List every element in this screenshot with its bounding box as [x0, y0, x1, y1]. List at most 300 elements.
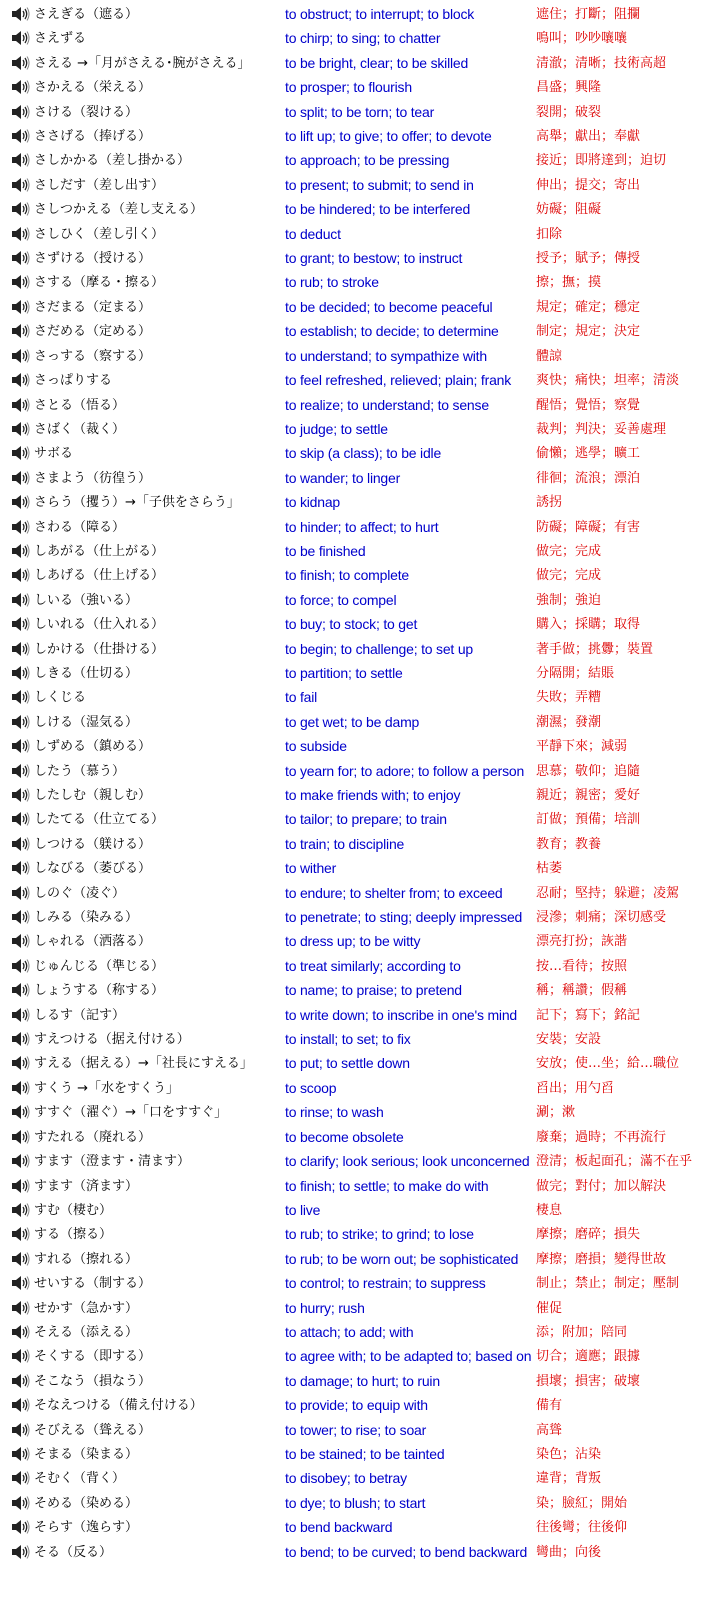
vocab-row	[0, 807, 720, 831]
japanese-word: せかす（急かす）	[34, 1300, 139, 1316]
english-meaning: to rinse; to wash	[285, 1104, 384, 1121]
vocab-row	[0, 1076, 720, 1100]
speaker-icon[interactable]	[10, 1494, 32, 1513]
speaker-icon[interactable]	[10, 1396, 32, 1415]
chinese-meaning: 備有	[536, 1398, 563, 1414]
japanese-word: しなびる（萎びる）	[34, 861, 152, 877]
vocab-row	[0, 710, 720, 734]
chinese-meaning: 強制；強迫	[536, 592, 602, 608]
japanese-word: さしつかえる（差し支える）	[34, 202, 204, 218]
speaker-icon[interactable]	[10, 1372, 32, 1391]
speaker-icon[interactable]	[10, 884, 32, 903]
vocab-row	[0, 1125, 720, 1149]
japanese-word: しみる（染みる）	[34, 910, 139, 926]
english-meaning: to tailor; to prepare; to train	[285, 811, 447, 828]
chinese-meaning: 染；臉紅；開始	[536, 1495, 628, 1511]
english-meaning: to penetrate; to sting; deeply impressed	[285, 909, 523, 926]
english-meaning: to finish; to complete	[285, 567, 409, 584]
vocab-row	[0, 612, 720, 636]
japanese-word: すます（済ます）	[34, 1178, 139, 1194]
speaker-icon[interactable]	[10, 1543, 32, 1562]
speaker-icon[interactable]	[10, 29, 32, 48]
speaker-icon[interactable]	[10, 1445, 32, 1464]
vocab-row	[0, 344, 720, 368]
japanese-word: しいれる（仕入れる）	[34, 617, 165, 633]
vocab-row	[0, 246, 720, 270]
japanese-word: せいする（制する）	[34, 1276, 152, 1292]
japanese-word: さだまる（定まる）	[34, 299, 152, 315]
chinese-meaning: 訂做；預備；培訓	[536, 812, 641, 828]
speaker-icon[interactable]	[10, 444, 32, 463]
vocab-row	[0, 1320, 720, 1344]
speaker-icon[interactable]	[10, 957, 32, 976]
english-meaning: to force; to compel	[285, 591, 397, 608]
english-meaning: to realize; to understand; to sense	[285, 396, 489, 413]
speaker-icon[interactable]	[10, 1225, 32, 1244]
japanese-word: さける（裂ける）	[34, 104, 139, 120]
english-meaning: to tower; to rise; to soar	[285, 1421, 427, 1438]
japanese-word: しくじる	[34, 690, 87, 706]
chinese-meaning: 摩擦；磨損；變得世故	[536, 1251, 667, 1267]
english-meaning: to bend backward	[285, 1519, 393, 1536]
vocab-row	[0, 1222, 720, 1246]
chinese-meaning: 棲息	[536, 1202, 563, 1218]
speaker-icon[interactable]	[10, 640, 32, 659]
vocab-row	[0, 1442, 720, 1466]
chinese-meaning: 規定；確定；穩定	[536, 299, 641, 315]
english-meaning: to skip (a class); to be idle	[285, 445, 442, 462]
chinese-meaning: 切合；適應；跟據	[536, 1349, 641, 1365]
vocab-row	[0, 1515, 720, 1539]
speaker-icon[interactable]	[10, 688, 32, 707]
english-meaning: to become obsolete	[285, 1128, 404, 1145]
english-meaning: to name; to praise; to pretend	[285, 982, 462, 999]
japanese-word: する（擦る）	[34, 1227, 113, 1243]
chinese-meaning: 購入；採購；取得	[536, 617, 641, 633]
chinese-meaning: 分隔開；結賬	[536, 665, 615, 681]
english-meaning: to finish; to settle; to make do with	[285, 1177, 489, 1194]
english-meaning: to chirp; to sing; to chatter	[285, 30, 441, 47]
chinese-meaning: 昌盛；興隆	[536, 80, 602, 96]
english-meaning: to feel refreshed, relieved; plain; frank	[285, 372, 512, 389]
english-meaning: to establish; to decide; to determine	[285, 323, 499, 340]
chinese-meaning: 往後彎；往後仰	[536, 1520, 628, 1536]
vocab-row	[0, 515, 720, 539]
japanese-word: すえつける（据え付ける）	[34, 1032, 190, 1048]
vocab-row	[0, 148, 720, 172]
chinese-meaning: 漂亮打扮；詼諧	[536, 934, 628, 950]
vocab-row	[0, 1198, 720, 1222]
english-meaning: to live	[285, 1201, 321, 1218]
chinese-meaning: 高聳	[536, 1422, 563, 1438]
vocab-row	[0, 1466, 720, 1490]
vocab-row	[0, 75, 720, 99]
speaker-icon[interactable]	[10, 542, 32, 561]
vocab-row	[0, 393, 720, 417]
japanese-word: すます（澄ます・清ます）	[34, 1154, 191, 1170]
vocab-row	[0, 1271, 720, 1295]
vocab-row	[0, 734, 720, 758]
chinese-meaning: 浸滲；刺痛；深切感受	[536, 910, 667, 926]
chinese-meaning: 親近；親密；愛好	[536, 788, 641, 803]
speaker-icon[interactable]	[10, 1103, 32, 1122]
speaker-icon[interactable]	[10, 1518, 32, 1537]
vocab-row	[0, 1369, 720, 1393]
chinese-meaning: 遮住；打斷；阻攔	[536, 7, 641, 22]
vocab-row	[0, 588, 720, 612]
chinese-meaning: 催促	[536, 1300, 563, 1316]
chinese-meaning: 摩擦；磨碎；損失	[536, 1227, 641, 1243]
english-meaning: to install; to set; to fix	[285, 1031, 411, 1048]
vocab-row	[0, 124, 720, 148]
speaker-icon[interactable]	[10, 1323, 32, 1342]
speaker-icon[interactable]	[10, 396, 32, 415]
vocab-row	[0, 26, 720, 50]
speaker-icon[interactable]	[10, 420, 32, 439]
japanese-word: しのぐ（凌ぐ）	[34, 885, 126, 901]
vocab-row	[0, 905, 720, 929]
japanese-word: そくする（即する）	[34, 1349, 152, 1365]
chinese-meaning: 裂開；破裂	[536, 104, 602, 120]
vocab-row	[0, 319, 720, 343]
speaker-icon[interactable]	[10, 493, 32, 512]
japanese-word: すたれる（廃れる）	[34, 1129, 152, 1145]
chinese-meaning: 安裝；安設	[536, 1032, 602, 1048]
english-meaning: to rub; to be worn out; be sophisticated	[285, 1250, 519, 1267]
japanese-word: さまよう（彷徨う）	[34, 470, 152, 486]
japanese-word: ささげる（捧げる）	[34, 129, 152, 145]
speaker-icon[interactable]	[10, 5, 32, 24]
vocab-row	[0, 954, 720, 978]
japanese-word: サボる	[34, 446, 74, 462]
english-meaning: to bend; to be curved; to bend backward	[285, 1543, 528, 1560]
vocab-row	[0, 978, 720, 1002]
english-meaning: to present; to submit; to send in	[285, 176, 474, 193]
english-meaning: to be decided; to become peaceful	[285, 298, 493, 315]
japanese-word: したてる（仕立てる）	[34, 812, 165, 828]
japanese-word: さらう（攫う）→「子供をさらう」	[34, 495, 240, 511]
english-meaning: to partition; to settle	[285, 664, 403, 681]
japanese-word: さっする（察する）	[34, 348, 152, 364]
vocab-row	[0, 1296, 720, 1320]
english-meaning: to endure; to shelter from; to exceed	[285, 884, 503, 901]
japanese-word: さずける（授ける）	[34, 251, 152, 267]
english-meaning: to be finished	[285, 542, 366, 559]
speaker-icon[interactable]	[10, 1128, 32, 1147]
english-meaning: to scoop	[285, 1079, 337, 1096]
japanese-word: さわる（障る）	[34, 519, 126, 535]
english-meaning: to begin; to challenge; to set up	[285, 640, 473, 657]
english-meaning: to be stained; to be tainted	[285, 1445, 445, 1462]
japanese-word: さばく（裁く）	[34, 421, 126, 437]
chinese-meaning: 廢棄；過時；不再流行	[536, 1129, 667, 1145]
vocab-row	[0, 637, 720, 661]
english-meaning: to damage; to hurt; to ruin	[285, 1372, 440, 1389]
english-meaning: to be bright, clear; to be skilled	[285, 54, 469, 71]
chinese-meaning: 忍耐；堅持；躲避；凌駕	[536, 885, 680, 901]
vocab-row	[0, 759, 720, 783]
vocab-row	[0, 1418, 720, 1442]
chinese-meaning: 授予；賦予；傳授	[536, 251, 641, 267]
speaker-icon[interactable]	[10, 591, 32, 610]
english-meaning: to split; to be torn; to tear	[285, 103, 435, 120]
english-meaning: to clarify; look serious; look unconcerned	[285, 1153, 530, 1170]
vocab-row	[0, 417, 720, 441]
english-meaning: to hurry; rush	[285, 1299, 365, 1316]
chinese-meaning: 制定；規定；決定	[536, 324, 641, 340]
vocab-row	[0, 197, 720, 221]
speaker-icon[interactable]	[10, 1469, 32, 1488]
speaker-icon[interactable]	[10, 566, 32, 585]
chinese-meaning: 教育；教養	[536, 836, 602, 852]
vocab-row	[0, 222, 720, 246]
speaker-icon[interactable]	[10, 1250, 32, 1269]
vocab-row	[0, 1491, 720, 1515]
chinese-meaning: 彎曲；向後	[536, 1544, 602, 1560]
english-meaning: to grant; to bestow; to instruct	[285, 250, 463, 267]
speaker-icon[interactable]	[10, 200, 32, 219]
vocab-row	[0, 1174, 720, 1198]
chinese-meaning: 清澈；清晰；技術高超	[536, 55, 667, 71]
speaker-icon[interactable]	[10, 1347, 32, 1366]
chinese-meaning: 潮濕；發潮	[536, 714, 602, 730]
speaker-icon[interactable]	[10, 713, 32, 732]
japanese-word: そなえつける（備え付ける）	[34, 1398, 203, 1414]
english-meaning: to deduct	[285, 225, 341, 242]
chinese-meaning: 誘拐	[536, 495, 563, 511]
vocab-row	[0, 2, 720, 26]
chinese-meaning: 接近；即將達到；迫切	[536, 153, 667, 169]
english-meaning: to attach; to add; with	[285, 1323, 414, 1340]
japanese-word: さしだす（差し出す）	[34, 177, 165, 193]
vocab-row	[0, 100, 720, 124]
english-meaning: to agree with; to be adapted to; based on	[285, 1348, 532, 1365]
chinese-meaning: 思慕；敬仰；追隨	[536, 763, 641, 779]
english-meaning: to train; to discipline	[285, 835, 405, 852]
english-meaning: to rub; to stroke	[285, 274, 379, 291]
chinese-meaning: 做完；對付；加以解決	[536, 1178, 667, 1194]
speaker-icon[interactable]	[10, 786, 32, 805]
speaker-icon[interactable]	[10, 1054, 32, 1073]
chinese-meaning: 染色；沾染	[536, 1446, 602, 1462]
english-meaning: to hinder; to affect; to hurt	[285, 518, 439, 535]
japanese-word: そむく（背く）	[34, 1471, 126, 1487]
english-meaning: to kidnap	[285, 494, 341, 511]
english-meaning: to judge; to settle	[285, 420, 388, 437]
japanese-word: しあげる（仕上げる）	[34, 568, 165, 584]
chinese-meaning: 記下；寫下；銘記	[536, 1007, 641, 1023]
english-meaning: to fail	[285, 689, 318, 706]
japanese-word: さえずる	[34, 31, 87, 47]
speaker-icon[interactable]	[10, 1274, 32, 1293]
chinese-meaning: 安放；使…坐；給…職位	[536, 1056, 680, 1072]
english-meaning: to put; to settle down	[285, 1055, 410, 1072]
speaker-icon[interactable]	[10, 835, 32, 854]
speaker-icon[interactable]	[10, 1421, 32, 1440]
speaker-icon[interactable]	[10, 810, 32, 829]
japanese-word: しあがる（仕上がる）	[34, 543, 165, 559]
vocab-row	[0, 929, 720, 953]
chinese-meaning: 高舉；獻出；奉獻	[536, 129, 641, 145]
speaker-icon[interactable]	[10, 908, 32, 927]
chinese-meaning: 鳴叫；吵吵嚷嚷	[536, 31, 628, 47]
chinese-meaning: 損壞；損害；破壞	[536, 1373, 641, 1389]
japanese-word: したう（慕う）	[34, 763, 126, 779]
japanese-word: さっぱりする	[34, 373, 113, 389]
vocab-row	[0, 51, 720, 75]
japanese-word: すくう →「水をすくう」	[34, 1080, 180, 1096]
japanese-word: すすぐ（濯ぐ）→「口をすすぐ」	[34, 1105, 228, 1121]
speaker-icon[interactable]	[10, 859, 32, 878]
japanese-word: そる（反る）	[34, 1544, 113, 1560]
chinese-meaning: 防礙；障礙；有害	[536, 519, 641, 535]
japanese-word: さしひく（差し引く）	[34, 226, 165, 242]
chinese-meaning: 添；附加；陪同	[536, 1324, 628, 1340]
chinese-meaning: 稱；稱讚；假稱	[536, 983, 628, 999]
chinese-meaning: 爽快；痛快；坦率；清淡	[536, 373, 680, 389]
vocab-row	[0, 368, 720, 392]
speaker-icon[interactable]	[10, 298, 32, 317]
japanese-word: さえぎる（遮る）	[34, 7, 139, 22]
speaker-icon[interactable]	[10, 127, 32, 146]
vocab-row	[0, 173, 720, 197]
japanese-word: さとる（悟る）	[34, 397, 126, 413]
english-meaning: to rub; to strike; to grind; to lose	[285, 1226, 474, 1243]
speaker-icon[interactable]	[10, 371, 32, 390]
chinese-meaning: 伸出；提交；寄出	[536, 177, 641, 193]
vocab-row	[0, 1149, 720, 1173]
japanese-word: しるす（記す）	[34, 1007, 126, 1023]
english-meaning: to control; to restrain; to suppress	[285, 1275, 486, 1292]
speaker-icon[interactable]	[10, 103, 32, 122]
chinese-meaning: 偷懶；逃學；曠工	[536, 446, 641, 462]
japanese-word: すむ（棲む）	[34, 1202, 113, 1218]
english-meaning: to wither	[285, 860, 337, 877]
english-meaning: to wander; to linger	[285, 469, 401, 486]
english-meaning: to subside	[285, 738, 347, 755]
chinese-meaning: 徘徊；流浪；漂泊	[536, 470, 641, 486]
vocab-row	[0, 1100, 720, 1124]
speaker-icon[interactable]	[10, 1006, 32, 1025]
chinese-meaning: 平靜下來；減弱	[536, 739, 628, 755]
chinese-meaning: 澄清；板起面孔；滿不在乎	[536, 1154, 693, 1170]
japanese-word: しずめる（鎮める）	[34, 739, 152, 755]
speaker-icon[interactable]	[10, 1152, 32, 1171]
speaker-icon[interactable]	[10, 1030, 32, 1049]
speaker-icon[interactable]	[10, 615, 32, 634]
vocab-row	[0, 295, 720, 319]
vocab-row	[0, 856, 720, 880]
speaker-icon[interactable]	[10, 54, 32, 73]
japanese-word: さする（摩る・擦る）	[34, 275, 165, 291]
speaker-icon[interactable]	[10, 737, 32, 756]
speaker-icon[interactable]	[10, 469, 32, 488]
speaker-icon[interactable]	[10, 1201, 32, 1220]
japanese-word: そめる（染める）	[34, 1495, 139, 1511]
chinese-meaning: 制止；禁止；制定；壓制	[536, 1276, 680, 1292]
english-meaning: to get wet; to be damp	[285, 713, 420, 730]
japanese-word: しける（湿気る）	[34, 714, 139, 730]
speaker-icon[interactable]	[10, 1299, 32, 1318]
vocab-row	[0, 490, 720, 514]
speaker-icon[interactable]	[10, 78, 32, 97]
english-meaning: to dye; to blush; to start	[285, 1494, 426, 1511]
vocab-row	[0, 539, 720, 563]
chinese-meaning: 失敗；弄糟	[536, 690, 602, 706]
speaker-icon[interactable]	[10, 176, 32, 195]
english-meaning: to obstruct; to interrupt; to block	[285, 6, 475, 22]
vocab-row	[0, 466, 720, 490]
chinese-meaning: 按…看待；按照	[536, 958, 628, 974]
english-meaning: to be hindered; to be interfered	[285, 201, 471, 218]
vocabulary-list	[0, 2, 720, 1564]
speaker-icon[interactable]	[10, 225, 32, 244]
english-meaning: to lift up; to give; to offer; to devote	[285, 128, 492, 145]
speaker-icon[interactable]	[10, 347, 32, 366]
english-meaning: to make friends with; to enjoy	[285, 787, 461, 803]
japanese-word: さかえる（栄える）	[34, 80, 152, 96]
english-meaning: to yearn for; to adore; to follow a person	[285, 762, 525, 779]
japanese-word: しいる（強いる）	[34, 592, 139, 608]
vocab-row	[0, 1003, 720, 1027]
english-meaning: to approach; to be pressing	[285, 152, 450, 169]
vocab-row	[0, 1393, 720, 1417]
speaker-icon[interactable]	[10, 664, 32, 683]
chinese-meaning: 裁判；判決；妥善處理	[536, 421, 667, 437]
japanese-word: そまる（染まる）	[34, 1446, 139, 1462]
speaker-icon[interactable]	[10, 151, 32, 170]
japanese-word: したしむ（親しむ）	[34, 788, 152, 803]
vocab-row	[0, 1247, 720, 1271]
speaker-icon[interactable]	[10, 981, 32, 1000]
chinese-meaning: 枯萎	[536, 861, 563, 877]
speaker-icon[interactable]	[10, 518, 32, 537]
japanese-word: そこなう（損なう）	[34, 1373, 152, 1389]
vocab-row	[0, 661, 720, 685]
japanese-word: そえる（添える）	[34, 1324, 139, 1340]
vocab-row	[0, 1027, 720, 1051]
chinese-meaning: 體諒	[536, 348, 563, 364]
english-meaning: to disobey; to betray	[285, 1470, 407, 1487]
chinese-meaning: 醒悟；覺悟；察覺	[536, 397, 641, 413]
vocab-row	[0, 1344, 720, 1368]
japanese-word: しゃれる（洒落る）	[34, 934, 152, 950]
english-meaning: to treat similarly; according to	[285, 957, 461, 974]
speaker-icon[interactable]	[10, 762, 32, 781]
speaker-icon[interactable]	[10, 249, 32, 268]
speaker-icon[interactable]	[10, 1079, 32, 1098]
english-meaning: to understand; to sympathize with	[285, 347, 487, 364]
japanese-word: さえる →「月がさえる･腕がさえる」	[34, 55, 251, 71]
japanese-word: すえる（据える）→「社長にすえる」	[34, 1056, 253, 1072]
chinese-meaning: 做完；完成	[536, 568, 602, 584]
japanese-word: しょうする（称する）	[34, 983, 165, 999]
chinese-meaning: 舀出；用勺舀	[536, 1080, 615, 1096]
speaker-icon[interactable]	[10, 932, 32, 951]
speaker-icon[interactable]	[10, 322, 32, 341]
japanese-word: じゅんじる（準じる）	[34, 958, 165, 974]
japanese-word: しかける（仕掛ける）	[34, 641, 165, 657]
english-meaning: to dress up; to be witty	[285, 933, 421, 950]
speaker-icon[interactable]	[10, 1177, 32, 1196]
japanese-word: さだめる（定める）	[34, 324, 152, 340]
japanese-word: そらす（逸らす）	[34, 1520, 139, 1536]
english-meaning: to buy; to stock; to get	[285, 616, 418, 633]
chinese-meaning: 涮；漱	[536, 1105, 576, 1121]
speaker-icon[interactable]	[10, 273, 32, 292]
chinese-meaning: 扣除	[536, 226, 563, 242]
japanese-word: すれる（擦れる）	[34, 1251, 139, 1267]
